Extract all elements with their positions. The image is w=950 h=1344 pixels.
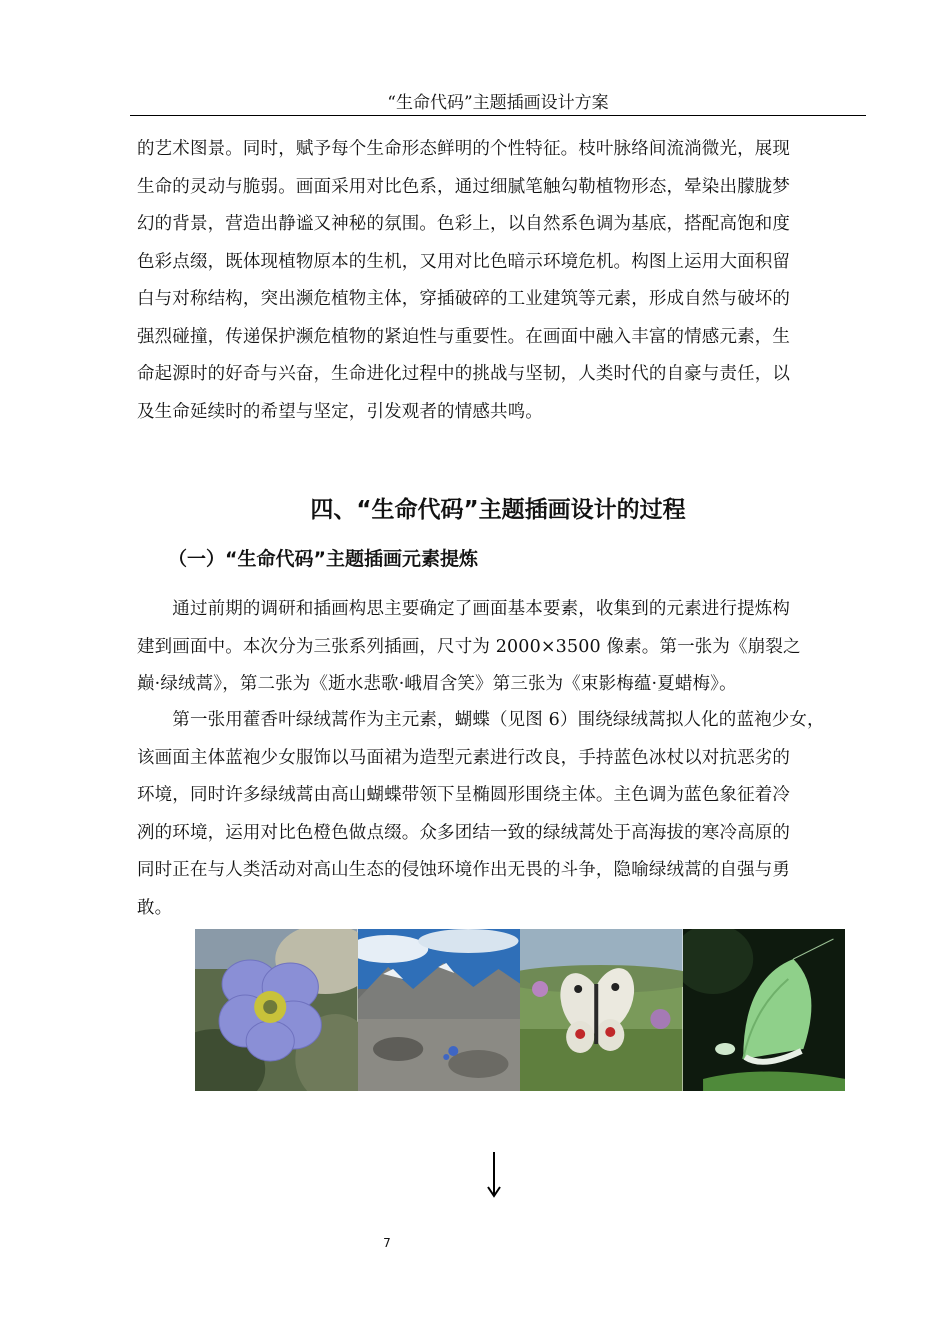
- down-arrow-icon: [484, 1150, 504, 1200]
- text-line: 敢。: [137, 897, 173, 918]
- header-rule: [130, 115, 866, 116]
- text-line: 第一张用藿香叶绿绒蒿作为主元素，蝴蝶（见图 6）围绕绿绒蒿拟人化的蓝袍少女，: [137, 710, 825, 730]
- intro-paragraph: [137, 131, 863, 431]
- text-line: 命起源时的好奇与兴奋，生命进化过程中的挑战与坚韧，人类时代的自豪与责任，以: [137, 364, 791, 384]
- section-heading: 四、“生命代码”主题插画设计的过程: [310, 497, 686, 523]
- text-line: 生命的灵动与脆弱。画面采用对比色系，通过细腻笔触勾勒植物形态，晕染出朦胧梦: [137, 176, 791, 197]
- subsection-heading: （一）“生命代码”主题插画元素提炼: [168, 548, 478, 570]
- running-header: “生命代码”主题插画设计方案: [387, 93, 609, 113]
- apollo-butterfly-photo: [520, 929, 683, 1091]
- page-number: 7: [383, 1236, 391, 1250]
- blue-poppy-photo: [195, 929, 358, 1091]
- text-line: 幻的背景，营造出静谧又神秘的氛围。色彩上，以自然系色调为基底，搭配高饱和度: [137, 214, 791, 234]
- text-line: 白与对称结构，突出濒危植物主体，穿插破碎的工业建筑等元素，形成自然与破坏的: [137, 289, 791, 309]
- reference-photo-strip: [195, 929, 845, 1091]
- text-line: 冽的环境，运用对比色橙色做点缀。众多团结一致的绿绒蒿处于高海拔的寒冷高原的: [137, 822, 791, 843]
- text-line: 该画面主体蓝袍少女服饰以马面裙为造型元素进行改良，手持蓝色冰杖以对抗恶劣的: [137, 747, 791, 768]
- green-butterfly-photo: [683, 929, 846, 1091]
- text-line: 及生命延续时的希望与坚定，引发观者的情感共鸣。: [137, 401, 543, 422]
- paragraph-2: [137, 702, 863, 927]
- mountain-landscape-photo: [358, 929, 521, 1091]
- text-line: 色彩点缀，既体现植物原本的生机，又用对比色暗示环境危机。构图上运用大面积留: [137, 251, 791, 272]
- text-line: 强烈碰撞，传递保护濒危植物的紧迫性与重要性。在画面中融入丰富的情感元素，生: [137, 326, 791, 347]
- text-line: 巅·绿绒蒿》，第二张为《逝水悲歌·峨眉含笑》第三张为《束影梅蕴·夏蜡梅》。: [137, 674, 737, 694]
- text-line: 环境，同时许多绿绒蒿由高山蝴蝶带领下呈椭圆形围绕主体。主色调为蓝色象征着冷: [137, 785, 791, 805]
- text-line: 建到画面中。本次分为三张系列插画，尺寸为 2000×3500 像素。第一张为《崩裂之: [137, 636, 801, 657]
- text-line: 的艺术图景。同时，赋予每个生命形态鲜明的个性特征。枝叶脉络间流淌微光，展现: [137, 139, 791, 159]
- paragraph-1: [137, 591, 863, 704]
- text-line: 同时正在与人类活动对高山生态的侵蚀环境作出无畏的斗争，隐喻绿绒蒿的自强与勇: [137, 860, 791, 880]
- text-line: 通过前期的调研和插画构思主要确定了画面基本要素，收集到的元素进行提炼构: [137, 599, 791, 619]
